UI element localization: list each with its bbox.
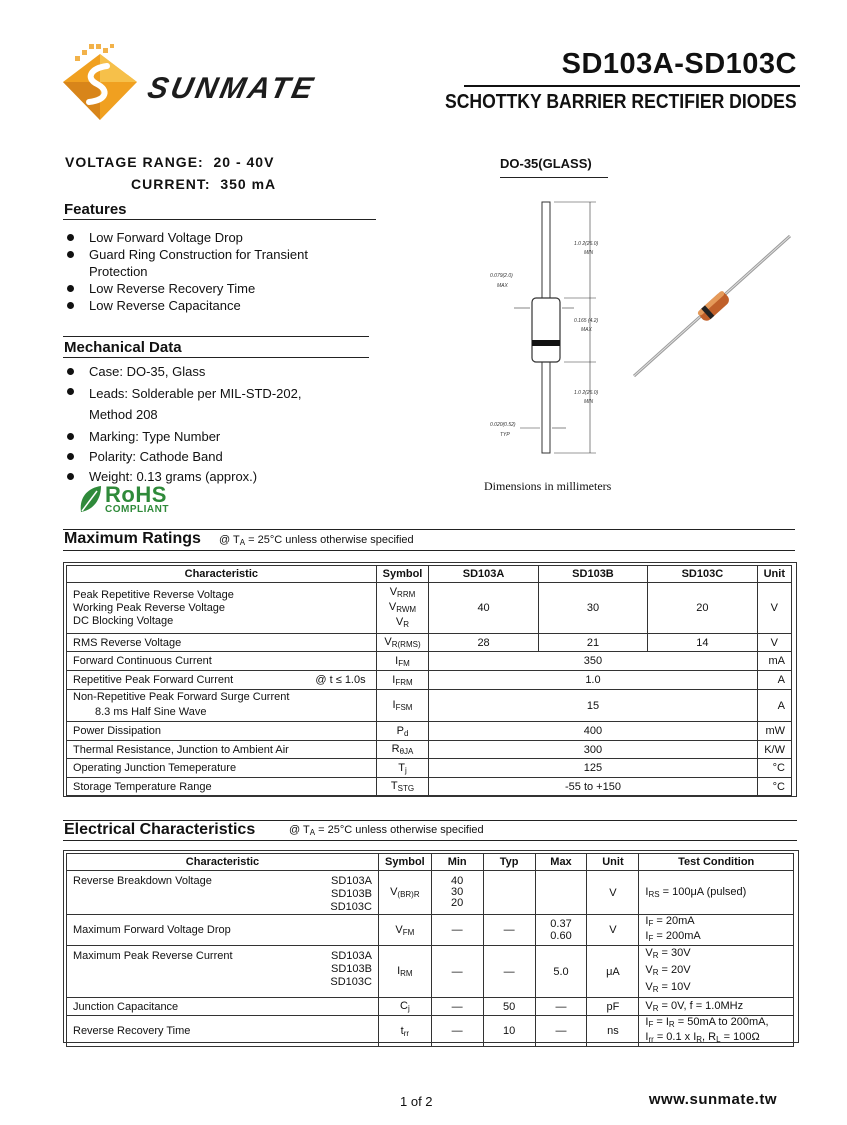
symbol-cell: [376, 690, 429, 722]
value-cell: 300: [429, 741, 757, 759]
unit-cell: ns: [587, 1016, 639, 1047]
max-cell: —: [535, 998, 587, 1016]
cond-sub: A: [239, 538, 246, 547]
mechanical-title: Mechanical Data: [64, 339, 182, 356]
dim-body-dia-note: MAX: [497, 283, 508, 289]
test-sym: I: [645, 915, 649, 927]
max-ratings-bottom-rule: [63, 550, 795, 551]
char-line: 8.3 ms Half Sine Wave: [95, 706, 207, 718]
char-cell: Maximum Forward Voltage Drop: [67, 915, 379, 946]
char-cell: Reverse Recovery Time: [67, 1016, 379, 1047]
test-sym: I: [645, 1031, 649, 1043]
sym: R: [391, 743, 400, 755]
table-row: [67, 583, 792, 634]
part-list: [330, 875, 372, 914]
part-line: SD103B: [331, 963, 372, 975]
sym: V: [389, 585, 398, 598]
max-line: 0.37: [550, 918, 572, 930]
test-sym: V: [645, 981, 653, 993]
unit-cell: mW: [757, 722, 791, 741]
table-row: [67, 671, 792, 690]
product-subtitle: SCHOTTKY BARRIER RECTIFIER DIODES: [445, 91, 797, 113]
test-text: = 20V: [658, 964, 691, 976]
test-text: = 100Ω: [720, 1031, 760, 1043]
value-cell: 14: [648, 634, 757, 652]
value-cell: 400: [429, 722, 757, 741]
col-header: Symbol: [376, 566, 429, 583]
features-title: Features: [64, 201, 127, 218]
part-list: [330, 950, 372, 989]
dimensions-caption: Dimensions in millimeters: [484, 479, 612, 493]
website-url: www.sunmate.tw: [648, 1091, 777, 1108]
test-sub: R: [652, 951, 659, 960]
list-item: Low Reverse Capacitance: [64, 297, 354, 314]
col-header: Unit: [587, 854, 639, 871]
part-line: SD103A: [331, 875, 372, 887]
value-cell: 15: [429, 690, 757, 722]
test-sub: R: [652, 985, 659, 994]
dim-lead-dia-note: TYP: [500, 432, 510, 438]
test-cell: [639, 1016, 794, 1047]
char-cell: [67, 583, 377, 634]
sym-sub: d: [403, 728, 409, 738]
sym-sub: rr: [403, 1028, 410, 1038]
table-header-row: [67, 854, 794, 871]
value-cell: 21: [538, 634, 647, 652]
sym-sub: R(RMS): [391, 640, 421, 649]
table-row: [67, 722, 792, 741]
part-number-title: SD103A-SD103C: [561, 48, 797, 80]
value-cell: 30: [538, 583, 647, 634]
symbol-cell: [376, 778, 429, 796]
symbol-cell: [378, 915, 431, 946]
diode-photo-icon: [626, 230, 796, 380]
value-cell: 125: [429, 759, 757, 778]
test-sym: V: [645, 964, 653, 976]
char-cell: Forward Continuous Current: [67, 652, 377, 671]
sym: I: [392, 673, 396, 686]
unit-cell: A: [757, 690, 791, 722]
test-text: = 10V: [658, 981, 691, 993]
brand-wordmark: SUNMATE: [144, 72, 319, 105]
test-cell: [639, 915, 794, 946]
char-cell: Junction Capacitance: [67, 998, 379, 1016]
test-sub: rr: [648, 1035, 654, 1044]
char-line: DC Blocking Voltage: [73, 614, 174, 627]
current-label: CURRENT:: [131, 176, 211, 192]
unit-cell: V: [757, 583, 791, 634]
min-line: 30: [451, 886, 464, 898]
sym-sub: (BR)R: [397, 890, 420, 899]
current-value: 350 mA: [220, 176, 277, 192]
char-cell: [67, 871, 379, 915]
col-header: Characteristic: [67, 854, 379, 871]
test-sub: R: [652, 1004, 659, 1013]
typ-cell: —: [483, 946, 535, 998]
col-header: Max: [535, 854, 587, 871]
test-cell: [639, 871, 794, 915]
dim-body-len-note: MAX: [581, 327, 592, 333]
features-list: [64, 229, 354, 314]
table-row: [67, 741, 792, 759]
table-row: [67, 998, 794, 1016]
min-cell: —: [431, 915, 483, 946]
test-sym: I: [645, 1016, 649, 1028]
sym-sub: RWM: [396, 604, 417, 614]
list-item: Guard Ring Construction for Transient Protection: [64, 246, 354, 280]
rohs-text: RoHS: [105, 482, 167, 507]
min-cell: —: [431, 1016, 483, 1047]
test-sub: R: [696, 1035, 703, 1044]
test-sym: I: [645, 886, 649, 898]
test-sub: R: [652, 968, 659, 977]
value-cell: 40: [429, 583, 538, 634]
unit-cell: V: [757, 634, 791, 652]
table-row: [67, 778, 792, 796]
sym: V: [395, 923, 403, 936]
value-cell: 20: [648, 583, 757, 634]
sym: V: [395, 615, 404, 628]
sym: C: [399, 1000, 408, 1012]
symbol-cell: [378, 998, 431, 1016]
col-header: Typ: [483, 854, 535, 871]
part-line: SD103C: [330, 901, 372, 913]
dim-lead-dia: 0.020(0.52): [490, 422, 516, 428]
mechanical-top-rule: [63, 336, 369, 337]
sym: V: [384, 636, 392, 648]
table-row: [67, 946, 794, 998]
test-text: = 200mA: [653, 930, 701, 942]
package-divider: [500, 177, 608, 178]
page-number: 1 of 2: [400, 1094, 433, 1109]
symbol-cell: [376, 759, 429, 778]
package-name: DO-35(GLASS): [500, 156, 592, 171]
sym-sub: RM: [400, 969, 413, 978]
test-sub: RS: [648, 890, 660, 899]
part-line: SD103B: [331, 888, 372, 900]
sym-sub: FM: [402, 927, 415, 937]
col-header: SD103A: [429, 566, 538, 583]
unit-cell: mA: [757, 652, 791, 671]
test-cell: [639, 998, 794, 1016]
mechanical-list: [64, 363, 334, 488]
max-line: 0.60: [550, 930, 572, 942]
test-text: = 0.1 x I: [653, 1031, 697, 1043]
dim-body-dia: 0.079(2.0): [490, 273, 513, 279]
max-cell: —: [535, 1016, 587, 1047]
sym: T: [398, 761, 405, 774]
col-header: SD103C: [648, 566, 757, 583]
typ-cell: [483, 871, 535, 915]
col-header: Test Condition: [639, 854, 794, 871]
table-row: [67, 634, 792, 652]
test-text: = 50mA to 200mA,: [674, 1016, 769, 1028]
unit-cell: °C: [757, 759, 791, 778]
min-cell: [431, 871, 483, 915]
max-ratings-title: Maximum Ratings: [64, 530, 201, 547]
test-sub: F: [648, 1020, 654, 1029]
unit-cell: A: [757, 671, 791, 690]
list-item: Low Reverse Recovery Time: [64, 280, 354, 297]
test-sub: L: [716, 1035, 721, 1044]
leaf-icon: [77, 484, 103, 514]
sym-sub: FSM: [395, 703, 413, 712]
test-sym: I: [645, 930, 649, 942]
test-sub: R: [668, 1020, 675, 1029]
char-line: Peak Repetitive Reverse Voltage: [73, 588, 234, 601]
package-dimension-drawing: [470, 190, 620, 470]
test-sym: V: [645, 1000, 653, 1012]
unit-cell: μA: [587, 946, 639, 998]
voltage-range: [65, 154, 274, 170]
char-cell: Power Dissipation: [67, 722, 377, 741]
char-line: Non-Repetitive Peak Forward Surge Current: [73, 691, 290, 703]
sym: I: [392, 699, 396, 711]
mechanical-divider: [63, 357, 369, 358]
voltage-label: VOLTAGE RANGE:: [65, 154, 204, 170]
table-row: [67, 759, 792, 778]
char-text: Reverse Breakdown Voltage: [73, 875, 212, 887]
min-cell: —: [431, 998, 483, 1016]
col-header: Min: [431, 854, 483, 871]
symbol-cell: [376, 634, 429, 652]
char-cell: Thermal Resistance, Junction to Ambient Air: [67, 741, 377, 759]
electrical-condition: [289, 824, 484, 837]
char-condition: @ t ≤ 1.0s: [315, 674, 366, 686]
electrical-table: [66, 853, 794, 1047]
char-cell: [67, 946, 379, 998]
test-text: = 0V, f = 1.0MHz: [658, 1000, 744, 1012]
symbol-cell: [378, 871, 431, 915]
sym: P: [396, 724, 404, 737]
sym-sub: j: [404, 765, 407, 775]
symbol-cell: [378, 1016, 431, 1047]
dim-lead-bot-note: MIN: [584, 399, 594, 405]
list-item: Case: DO-35, Glass: [64, 363, 334, 380]
sym-sub: θJA: [399, 747, 414, 756]
list-item: Weight: 0.13 grams (approx.): [64, 468, 334, 485]
col-header: Unit: [757, 566, 791, 583]
test-text: = 30V: [658, 947, 691, 959]
char-cell: [67, 690, 377, 722]
table-row: [67, 652, 792, 671]
unit-cell: pF: [587, 998, 639, 1016]
sym: I: [395, 654, 399, 667]
electrical-bottom-rule: [63, 840, 797, 841]
part-line: SD103A: [331, 950, 372, 962]
col-header: Symbol: [378, 854, 431, 871]
cond-suffix: = 25°C unless otherwise specified: [315, 824, 484, 836]
test-text: = 20mA: [653, 915, 695, 927]
max-cell: 5.0: [535, 946, 587, 998]
unit-cell: V: [587, 915, 639, 946]
sym-sub: R: [403, 619, 410, 629]
typ-cell: 50: [483, 998, 535, 1016]
sym: I: [397, 965, 401, 977]
test-text: = I: [653, 1016, 669, 1028]
list-item: Low Forward Voltage Drop: [64, 229, 354, 246]
table-row: [67, 915, 794, 946]
max-ratings-table: [66, 565, 792, 796]
col-header: SD103B: [538, 566, 647, 583]
test-sub: F: [648, 919, 654, 928]
title-divider: [464, 85, 800, 87]
col-header: Characteristic: [67, 566, 377, 583]
value-cell: -55 to +150: [429, 778, 757, 796]
char-cell: RMS Reverse Voltage: [67, 634, 377, 652]
list-item: Leads: Solderable per MIL-STD-202, Method 208: [64, 383, 334, 425]
logo-mark-icon: [55, 42, 145, 132]
char-cell: Storage Temperature Range: [67, 778, 377, 796]
min-line: 40: [451, 875, 464, 887]
symbol-cell: [378, 946, 431, 998]
test-text: , R: [702, 1031, 717, 1043]
table-row: [67, 1016, 794, 1047]
sym-sub: FM: [398, 658, 410, 668]
sym: V: [390, 886, 398, 898]
typ-cell: 10: [483, 1016, 535, 1047]
list-item: Polarity: Cathode Band: [64, 448, 334, 465]
symbol-cell: [376, 741, 429, 759]
value-cell: 1.0: [429, 671, 757, 690]
unit-cell: °C: [757, 778, 791, 796]
dim-lead-top: 1.0 2(26.0): [574, 241, 599, 247]
dim-lead-top-note: MIN: [584, 250, 594, 256]
sym: T: [390, 780, 398, 792]
max-cell: [535, 915, 587, 946]
cond-prefix: @ T: [289, 824, 310, 836]
dim-lead-bot: 1.0 2(26.0): [574, 390, 599, 396]
char-cell: Operating Junction Temeperature: [67, 759, 377, 778]
current-rating: [131, 176, 276, 192]
typ-cell: —: [483, 915, 535, 946]
value-cell: 28: [429, 634, 538, 652]
electrical-title: Electrical Characteristics: [64, 821, 256, 838]
rohs-compliant-text: COMPLIANT: [105, 504, 169, 515]
symbol-cell: [376, 722, 429, 741]
voltage-value: 20 - 40V: [213, 154, 275, 170]
dim-body-len: 0.165 (4.2): [574, 318, 599, 324]
char-cell: [67, 671, 377, 690]
char-line: Working Peak Reverse Voltage: [73, 601, 226, 614]
symbol-cell: [376, 583, 429, 634]
sym-sub: STG: [397, 784, 415, 793]
part-line: SD103C: [330, 976, 372, 988]
test-text: = 100μA (pulsed): [659, 886, 747, 898]
table-row: [67, 871, 794, 915]
min-cell: —: [431, 946, 483, 998]
sym: t: [400, 1024, 404, 1037]
symbol-cell: [376, 652, 429, 671]
test-sym: V: [645, 947, 653, 959]
unit-cell: K/W: [757, 741, 791, 759]
features-divider: [63, 219, 376, 220]
test-sub: F: [648, 934, 654, 943]
max-ratings-condition: [219, 534, 414, 547]
unit-cell: V: [587, 871, 639, 915]
table-header-row: [67, 566, 792, 583]
cond-sub: A: [309, 828, 316, 837]
sym-sub: j: [407, 1004, 410, 1013]
test-cell: [639, 946, 794, 998]
cond-prefix: @ T: [219, 534, 240, 546]
min-line: 20: [451, 897, 464, 909]
table-row: [67, 690, 792, 722]
sym-sub: FRM: [395, 677, 413, 687]
char-text: Maximum Peak Reverse Current: [73, 950, 233, 962]
symbol-cell: [376, 671, 429, 690]
value-cell: 350: [429, 652, 757, 671]
sym-sub: RRM: [397, 589, 416, 599]
max-cell: [535, 871, 587, 915]
sym: V: [388, 600, 397, 613]
cond-suffix: = 25°C unless otherwise specified: [245, 534, 414, 546]
char-text: Repetitive Peak Forward Current: [73, 674, 234, 686]
list-item: Marking: Type Number: [64, 428, 334, 445]
